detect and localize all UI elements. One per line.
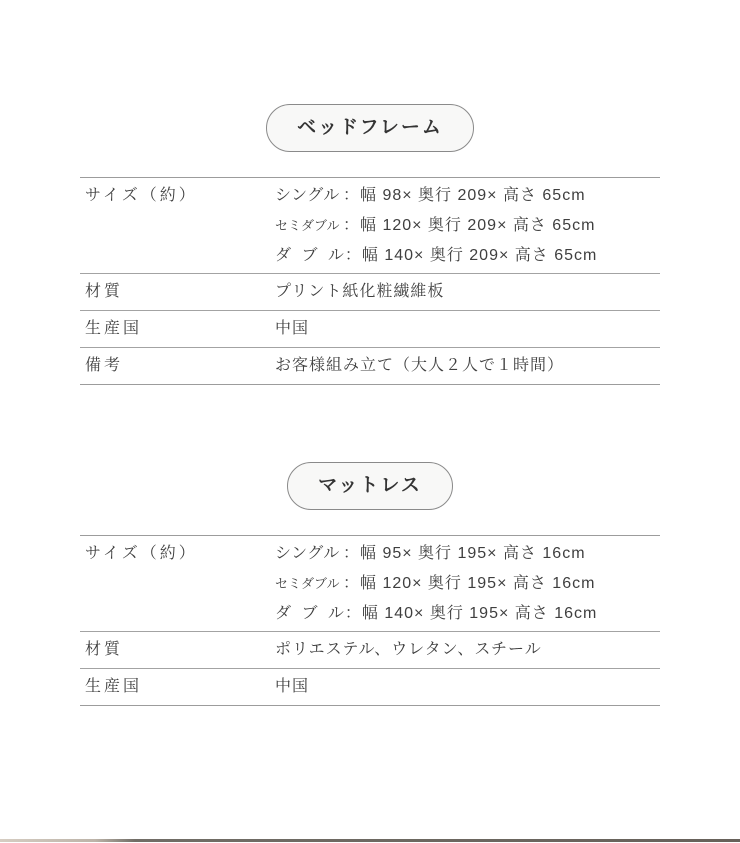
size-line — [275, 569, 660, 599]
row-label: サイズ（約） — [85, 187, 198, 204]
row-value: プリント紙化粧繊維板 — [275, 283, 445, 300]
bed-frame-spec-table — [80, 177, 660, 385]
size-spec: ：幅 95× 奥行 195× 高さ 16cm — [343, 545, 586, 562]
size-name: セミダブル — [275, 218, 340, 233]
size-line — [275, 181, 660, 211]
row-label: 生産国 — [85, 678, 143, 695]
row-label: 生産国 — [85, 320, 143, 337]
size-line — [275, 241, 660, 271]
mattress-title-pill — [287, 462, 453, 510]
row-value — [275, 178, 660, 273]
table-row-material — [80, 273, 660, 310]
table-row-country — [80, 668, 660, 705]
table-row-size — [80, 536, 660, 631]
row-label: サイズ（約） — [85, 545, 198, 562]
size-spec: ：幅 140× 奥行 209× 高さ 65cm — [344, 247, 598, 264]
row-label: 材質 — [85, 283, 124, 300]
row-value: 中国 — [275, 320, 310, 337]
size-name: セミダブル — [275, 576, 340, 591]
size-name: シングル — [275, 545, 340, 562]
row-label: 備考 — [85, 357, 124, 374]
size-name: シングル — [275, 187, 340, 204]
row-value: 中国 — [275, 678, 310, 695]
size-spec: ：幅 120× 奥行 209× 高さ 65cm — [343, 217, 596, 234]
mattress-section-header — [0, 385, 740, 510]
page-bottom-edge — [0, 839, 740, 842]
mattress-spec-table — [80, 535, 660, 706]
bed-frame-title: ベッドフレーム — [297, 117, 443, 138]
size-spec: ：幅 140× 奥行 195× 高さ 16cm — [344, 605, 598, 622]
size-line — [275, 211, 660, 241]
size-line — [275, 539, 660, 569]
row-label: 材質 — [85, 641, 124, 658]
bed-frame-section-header — [0, 0, 740, 152]
table-row-notes — [80, 347, 660, 384]
row-value: お客様組み立て（大人２人で１時間） — [275, 357, 565, 374]
table-row-material — [80, 631, 660, 668]
row-value: ポリエステル、ウレタン、スチール — [275, 641, 542, 658]
table-row-size — [80, 178, 660, 273]
size-name: ダ ブ ル — [275, 605, 345, 622]
size-line — [275, 599, 660, 629]
row-value — [275, 536, 660, 631]
mattress-title: マットレス — [318, 475, 422, 496]
size-spec: ：幅 98× 奥行 209× 高さ 65cm — [343, 187, 586, 204]
bed-frame-title-pill — [266, 104, 474, 152]
size-spec: ：幅 120× 奥行 195× 高さ 16cm — [343, 575, 596, 592]
size-name: ダ ブ ル — [275, 247, 345, 264]
table-row-country — [80, 310, 660, 347]
